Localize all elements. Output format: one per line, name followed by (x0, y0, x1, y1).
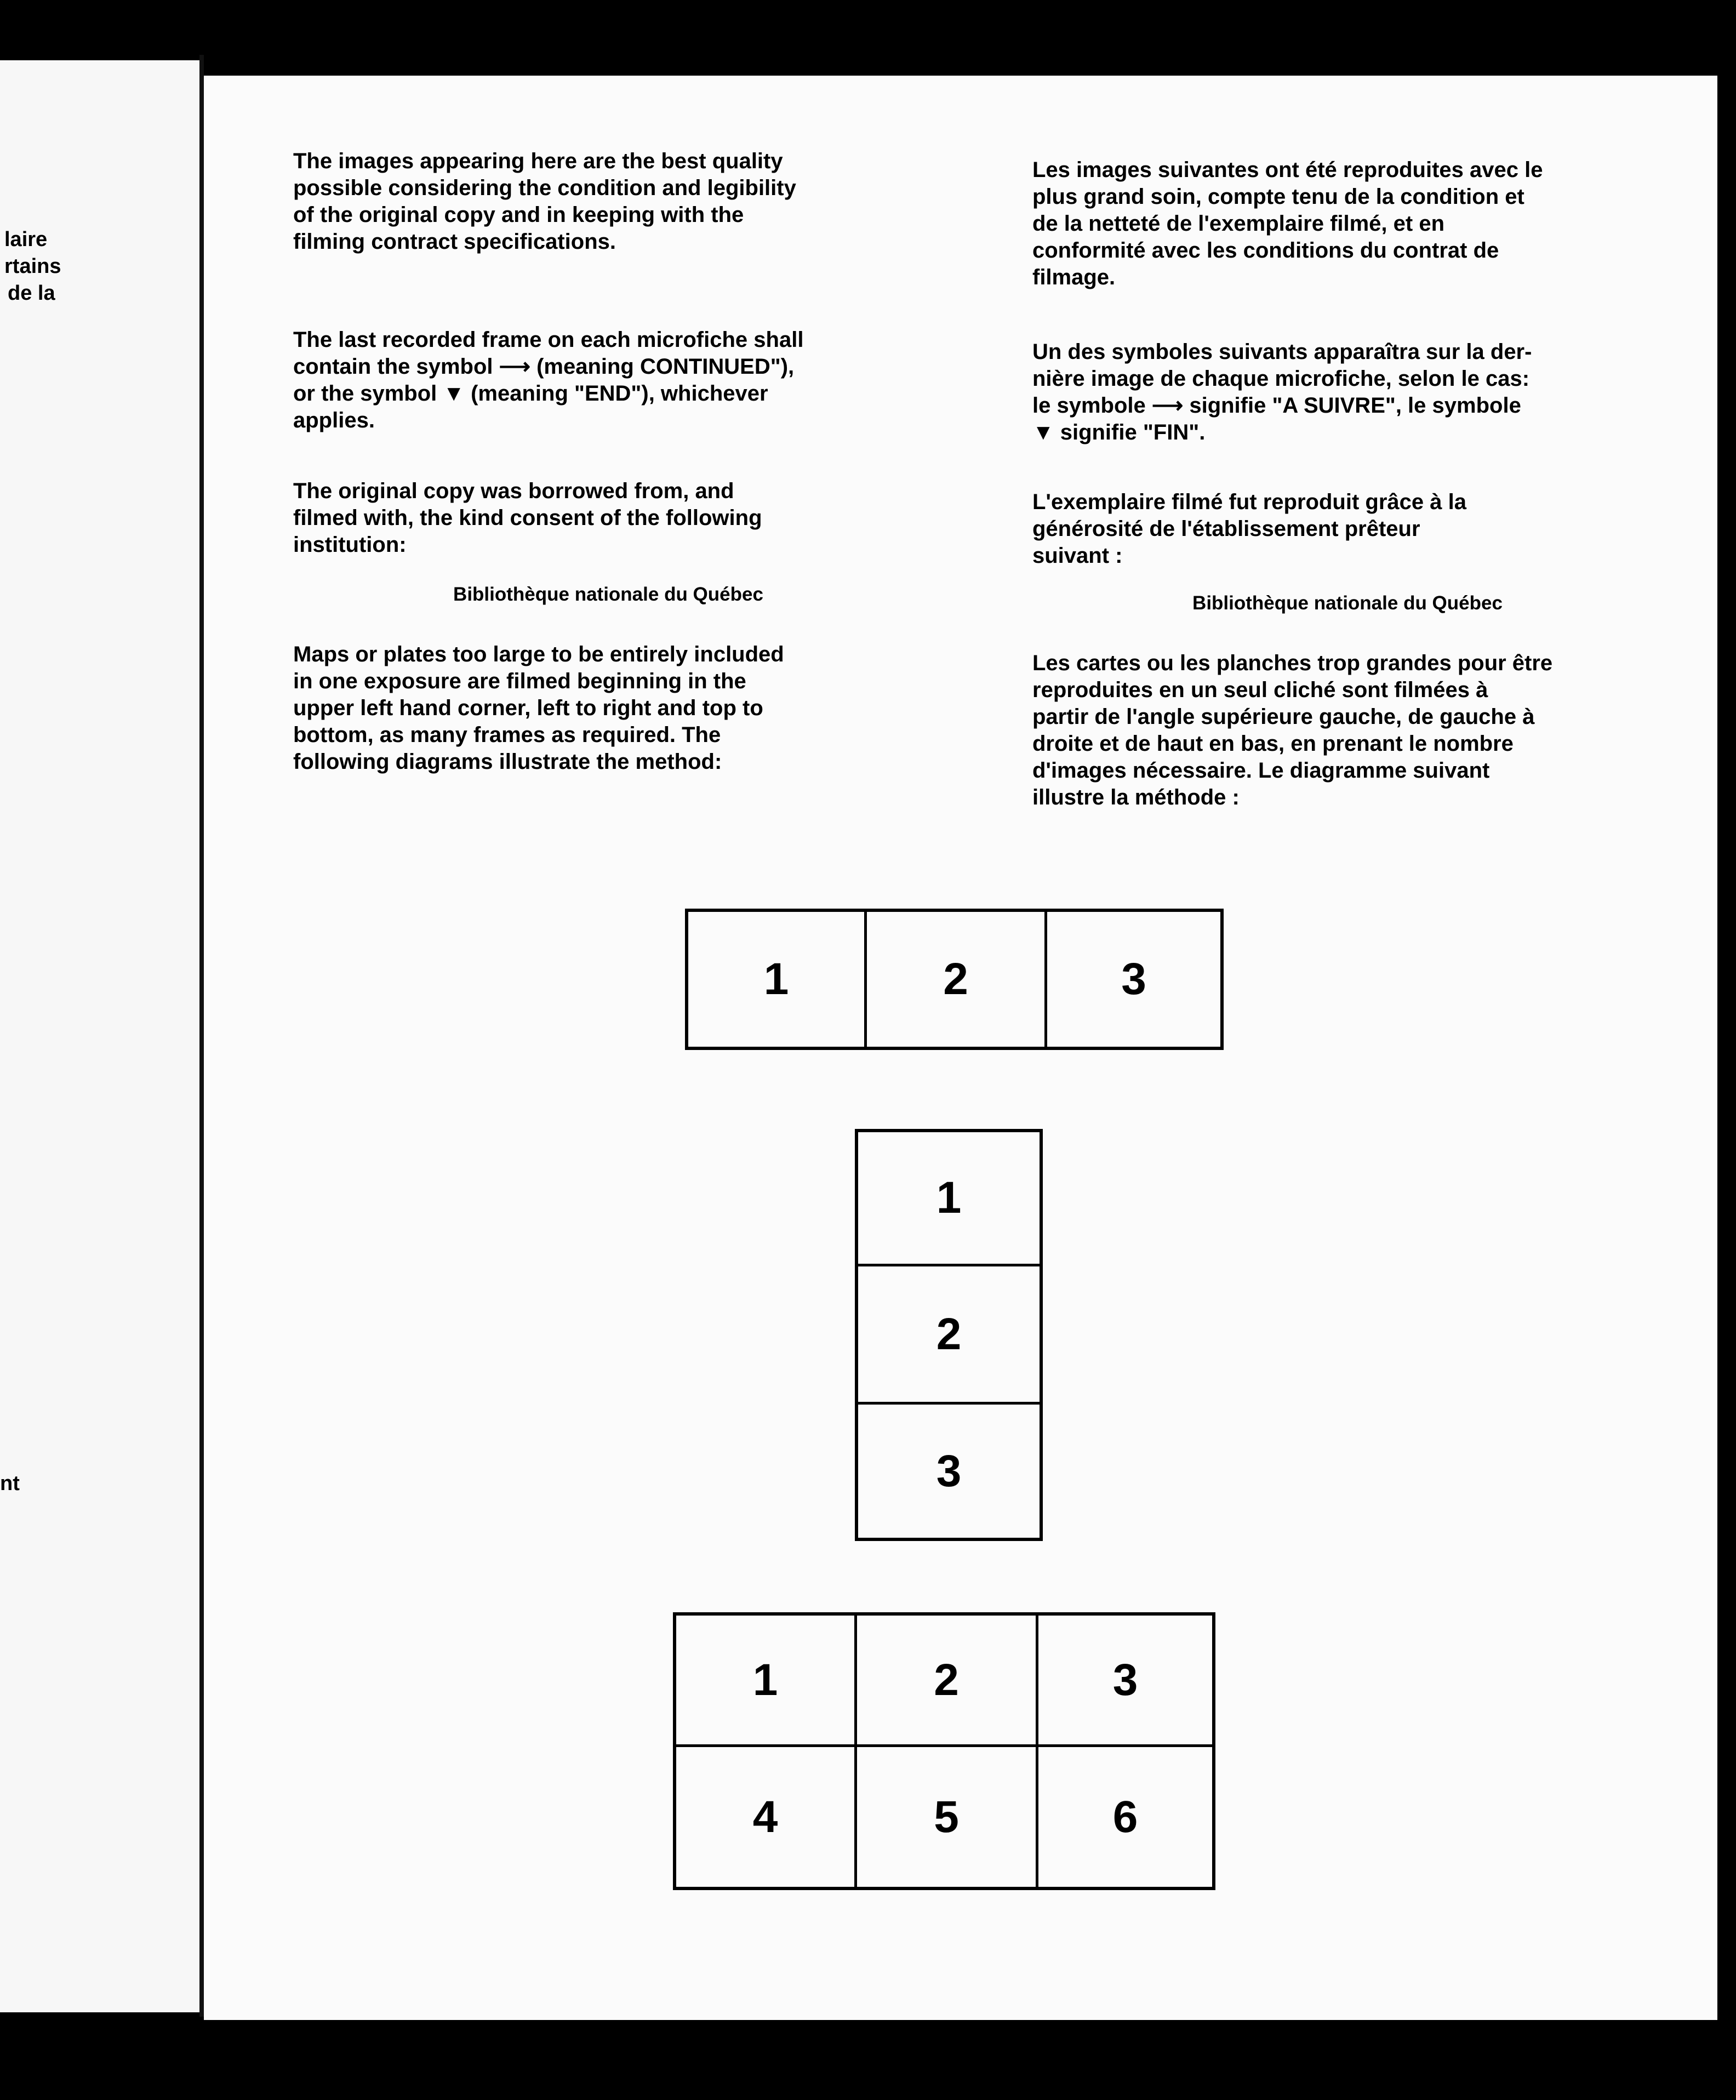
grid-diagram (673, 1612, 1215, 1890)
row-diagram-cell: 3 (1121, 954, 1146, 1004)
grid-diagram-cell: 5 (857, 1747, 1038, 1887)
row-diagram (685, 909, 1224, 1050)
margin-fragment: nt (0, 1472, 20, 1495)
margin-fragment: de la (8, 282, 55, 305)
margin-fragment: rtains (4, 255, 61, 278)
french-institution-paragraph: L'exemplaire filmé fut reproduit grâce à la générosité de l'établissement prêteur suivant : (1032, 490, 1466, 568)
grid-diagram-cell: 6 (1112, 1791, 1138, 1842)
column-diagram-cell: 1 (858, 1132, 1040, 1266)
french-institution-name: Bibliothèque nationale du Québec (1192, 592, 1503, 614)
grid-diagram-cell: 2 (857, 1616, 1038, 1747)
grid-diagram-cell: 1 (676, 1616, 857, 1747)
french-method-paragraph: Les cartes ou les planches trop grandes pour être reproduites en un seul cliché sont filmées à partir de l'angle supérieure gauche, de gauche à droite et de haut en bas, en prenant le nombre d'images nécessaire. Le diagramme suivant illustre la méthode : (1032, 651, 1553, 809)
grid-diagram-cell: 4 (676, 1747, 857, 1887)
column-diagram-cell: 2 (858, 1266, 1040, 1405)
column-diagram (855, 1129, 1043, 1541)
english-institution-name: Bibliothèque nationale du Québec (453, 584, 763, 605)
scan-border-top (0, 0, 1736, 60)
grid-diagram-cell: 3 (1038, 1616, 1212, 1747)
margin-fragment: laire (4, 228, 48, 251)
row-diagram-cell: 2 (867, 912, 1047, 1047)
english-method-paragraph: Maps or plates too large to be entirely included in one exposure are filmed beginning in the upper left hand corner, left to right and top to bottom, as many frames as required. The following diagrams illustrate the method: (293, 642, 784, 774)
english-institution-paragraph: The original copy was borrowed from, and filmed with, the kind consent of the following institution: (293, 479, 762, 557)
previous-page-edge (0, 60, 204, 2012)
row-diagram-cell: 1 (688, 912, 867, 1047)
column-diagram-cell: 3 (936, 1446, 962, 1496)
french-quality-paragraph: Les images suivantes ont été reproduites avec le plus grand soin, compte tenu de la condition et de la netteté de l'exemplaire filmé, et en conformité avec les conditions du contrat de filmage. (1032, 158, 1543, 289)
english-symbol-paragraph: The last recorded frame on each microfiche shall contain the symbol ⟶ (meaning CONTINUED"), or the symbol ▼ (meaning "END"), whichever applies. (293, 328, 804, 432)
scan-border-bottom (0, 2020, 1736, 2100)
french-symbol-paragraph: Un des symboles suivants apparaîtra sur la der- nière image de chaque microfiche, selon le cas: le symbole ⟶ signifie "A SUIVRE", le symbole ▼ signifie "FIN". (1032, 340, 1532, 444)
page-gutter (199, 55, 204, 2017)
english-quality-paragraph: The images appearing here are the best quality possible considering the condition and legibility of the original copy and in keeping with the filming contract specifications. (293, 149, 796, 254)
